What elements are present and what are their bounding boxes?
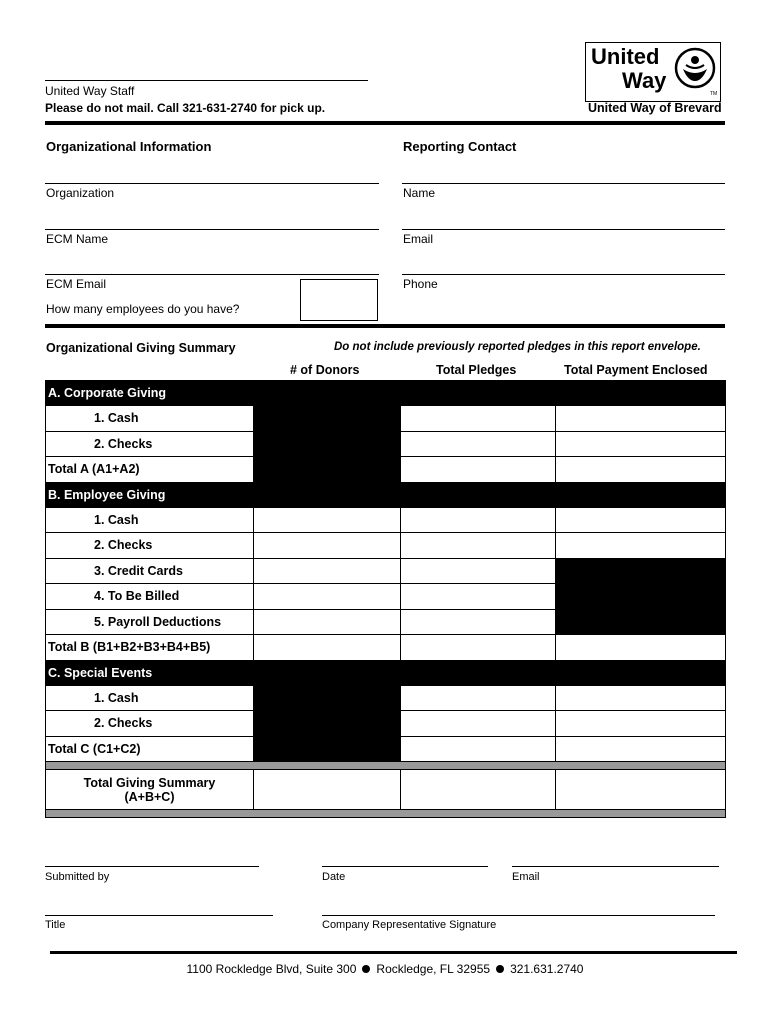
total-c-payment-cell[interactable] xyxy=(556,736,726,762)
mail-note: Please do not mail. Call 321-631-2740 for pick up. xyxy=(45,101,326,115)
contact-name-label: Name xyxy=(403,186,436,200)
blocked-cell xyxy=(254,711,401,737)
title-field[interactable] xyxy=(45,915,273,916)
table-row xyxy=(46,635,726,661)
row-a2-label: 2. Checks xyxy=(46,431,254,457)
table-row xyxy=(46,609,726,635)
organization-field[interactable] xyxy=(45,183,379,184)
bullet-icon xyxy=(496,965,504,973)
organization-label: Organization xyxy=(46,186,115,200)
ecm-email-field[interactable] xyxy=(45,274,379,275)
b4-pledges-cell[interactable] xyxy=(401,584,556,610)
footer-address-line xyxy=(0,962,770,976)
table-row xyxy=(46,558,726,584)
row-b3-label: 3. Credit Cards xyxy=(46,558,254,584)
org-info-heading: Organizational Information xyxy=(46,139,212,154)
b2-payment-cell[interactable] xyxy=(556,533,726,559)
contact-phone-field[interactable] xyxy=(402,274,725,275)
date-field[interactable] xyxy=(322,866,488,867)
section-b-title: B. Employee Giving xyxy=(46,482,726,507)
total-summary-pledges-cell[interactable] xyxy=(401,770,556,810)
col-pledges-header: Total Pledges xyxy=(436,363,517,377)
b1-pledges-cell[interactable] xyxy=(401,507,556,533)
section-c-header xyxy=(46,660,726,685)
c2-payment-cell[interactable] xyxy=(556,711,726,737)
total-a-label: Total A (A1+A2) xyxy=(46,457,254,483)
signature-label: Company Representative Signature xyxy=(322,919,497,931)
b1-donors-cell[interactable] xyxy=(254,507,401,533)
contact-email-label: Email xyxy=(403,232,434,246)
footer-city: Rockledge, FL 32955 xyxy=(376,962,491,976)
logo-hand-icon xyxy=(674,47,716,94)
footer-divider xyxy=(50,951,737,954)
total-c-pledges-cell[interactable] xyxy=(401,736,556,762)
table-row xyxy=(46,770,726,810)
united-way-logo xyxy=(585,42,721,102)
row-c1-label: 1. Cash xyxy=(46,685,254,711)
total-summary-label xyxy=(46,770,254,810)
employees-count-input[interactable] xyxy=(300,279,378,321)
blocked-cell xyxy=(556,584,726,610)
table-row xyxy=(46,431,726,457)
ecm-name-field[interactable] xyxy=(45,229,379,230)
section-a-header xyxy=(46,381,726,406)
total-b-pledges-cell[interactable] xyxy=(401,635,556,661)
total-a-pledges-cell[interactable] xyxy=(401,457,556,483)
giving-summary-table xyxy=(45,380,726,818)
section-a-title: A. Corporate Giving xyxy=(46,381,726,406)
employees-question: How many employees do you have? xyxy=(46,302,240,316)
contact-name-field[interactable] xyxy=(402,183,725,184)
contact-email-field[interactable] xyxy=(402,229,725,230)
total-summary-line1: Total Giving Summary xyxy=(83,775,216,790)
total-b-payment-cell[interactable] xyxy=(556,635,726,661)
gray-separator-cell xyxy=(46,810,726,818)
a1-pledges-cell[interactable] xyxy=(401,406,556,432)
footer-address: 1100 Rockledge Blvd, Suite 300 xyxy=(186,962,357,976)
table-row xyxy=(46,685,726,711)
gray-separator xyxy=(46,810,726,818)
table-row xyxy=(46,406,726,432)
total-summary-donors-cell[interactable] xyxy=(254,770,401,810)
section-divider xyxy=(45,324,725,328)
blocked-cell xyxy=(254,685,401,711)
gray-separator xyxy=(46,762,726,770)
row-b2-label: 2. Checks xyxy=(46,533,254,559)
b5-donors-cell[interactable] xyxy=(254,609,401,635)
total-summary-payment-cell[interactable] xyxy=(556,770,726,810)
total-a-payment-cell[interactable] xyxy=(556,457,726,483)
signature-email-field[interactable] xyxy=(512,866,719,867)
total-b-donors-cell[interactable] xyxy=(254,635,401,661)
b1-payment-cell[interactable] xyxy=(556,507,726,533)
table-row xyxy=(46,507,726,533)
logo-way-text: Way xyxy=(622,68,667,93)
blocked-cell xyxy=(254,431,401,457)
table-row xyxy=(46,457,726,483)
title-label: Title xyxy=(45,919,66,931)
blocked-cell xyxy=(254,736,401,762)
signature-email-label: Email xyxy=(512,871,540,883)
date-label: Date xyxy=(322,871,346,883)
logo-united-text: United xyxy=(591,44,660,69)
submitted-by-field[interactable] xyxy=(45,866,259,867)
b3-pledges-cell[interactable] xyxy=(401,558,556,584)
contact-heading: Reporting Contact xyxy=(403,139,517,154)
c2-pledges-cell[interactable] xyxy=(401,711,556,737)
gray-separator-cell xyxy=(46,762,726,770)
staff-signature-line[interactable] xyxy=(45,80,368,81)
c1-pledges-cell[interactable] xyxy=(401,685,556,711)
blocked-cell xyxy=(556,609,726,635)
b3-donors-cell[interactable] xyxy=(254,558,401,584)
col-donors-header: # of Donors xyxy=(290,363,360,377)
row-b1-label: 1. Cash xyxy=(46,507,254,533)
a1-payment-cell[interactable] xyxy=(556,406,726,432)
total-summary-line2: (A+B+C) xyxy=(124,789,175,804)
table-row xyxy=(46,736,726,762)
table-row xyxy=(46,584,726,610)
row-c2-label: 2. Checks xyxy=(46,711,254,737)
section-c-title: C. Special Events xyxy=(46,660,726,685)
col-payment-header: Total Payment Enclosed xyxy=(564,363,708,377)
row-b5-label: 5. Payroll Deductions xyxy=(46,609,254,635)
b2-donors-cell[interactable] xyxy=(254,533,401,559)
header-divider xyxy=(45,121,725,125)
summary-note: Do not include previously reported pledges in this report envelope. xyxy=(334,341,701,353)
section-b-header xyxy=(46,482,726,507)
row-a1-label: 1. Cash xyxy=(46,406,254,432)
blocked-cell xyxy=(556,558,726,584)
blocked-cell xyxy=(254,457,401,483)
table-row xyxy=(46,533,726,559)
c1-payment-cell[interactable] xyxy=(556,685,726,711)
ecm-email-label: ECM Email xyxy=(46,277,107,291)
contact-phone-label: Phone xyxy=(403,277,438,291)
logo-caption: United Way of Brevard xyxy=(588,101,722,115)
table-row xyxy=(46,711,726,737)
ecm-name-label: ECM Name xyxy=(46,232,109,246)
staff-label: United Way Staff xyxy=(45,84,135,98)
blocked-cell xyxy=(254,406,401,432)
total-b-label: Total B (B1+B2+B3+B4+B5) xyxy=(46,635,254,661)
a2-payment-cell[interactable] xyxy=(556,431,726,457)
bullet-icon xyxy=(362,965,370,973)
row-b4-label: 4. To Be Billed xyxy=(46,584,254,610)
b4-donors-cell[interactable] xyxy=(254,584,401,610)
logo-tm: TM xyxy=(710,91,718,97)
total-c-label: Total C (C1+C2) xyxy=(46,736,254,762)
footer-phone: 321.631.2740 xyxy=(510,962,584,976)
submitted-by-label: Submitted by xyxy=(45,871,110,883)
a2-pledges-cell[interactable] xyxy=(401,431,556,457)
signature-field[interactable] xyxy=(322,915,715,916)
b5-pledges-cell[interactable] xyxy=(401,609,556,635)
summary-heading: Organizational Giving Summary xyxy=(46,341,236,355)
b2-pledges-cell[interactable] xyxy=(401,533,556,559)
